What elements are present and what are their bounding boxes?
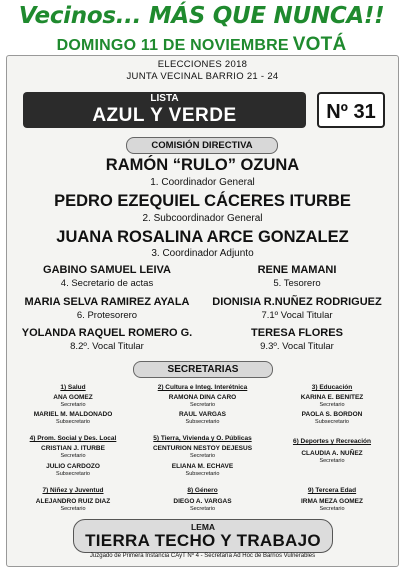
lema-label: LEMA bbox=[190, 522, 216, 532]
secretaria-person: ELIANA M. ECHAVE bbox=[171, 463, 234, 470]
vota-text: VOTÁ bbox=[292, 34, 347, 55]
member-name: MARIA SELVA RAMIREZ AYALA bbox=[24, 296, 190, 308]
slogan: Vecinos... MÁS QUE NUNCA!! bbox=[18, 3, 385, 29]
secretaria-person: CLAUDIA A. NUÑEZ bbox=[301, 450, 363, 457]
election-title: ELECCIONES 2018 bbox=[157, 59, 248, 70]
secretaria-person: KARINA E. BENITEZ bbox=[300, 394, 364, 401]
member-role: 8.2º. Vocal Titular bbox=[70, 341, 144, 352]
date-line bbox=[0, 34, 403, 56]
member-role: 5. Tesorero bbox=[273, 278, 321, 289]
secretaria-role: Secretario bbox=[60, 402, 86, 408]
lema-banner bbox=[73, 519, 333, 553]
secretaria-area: 6) Deportes y Recreación bbox=[292, 438, 372, 445]
secretaria-person: CRISTIAN J. ITURBE bbox=[41, 445, 105, 452]
footer-note: Juzgado de Primera Instancia CAyT Nº 4 - Secretaría Ad Hoc de Barrios Vulnerables bbox=[89, 553, 316, 559]
main-member-role: 1. Coordinador General bbox=[150, 177, 255, 188]
secretaria-role: Secretario bbox=[189, 453, 216, 459]
lema-text: TIERRA TECHO Y TRABAJO bbox=[85, 531, 321, 550]
secretaria-role: Secretario bbox=[319, 458, 345, 464]
secretaria-person: RAMONA DINA CARO bbox=[168, 394, 237, 401]
main-member-name: JUANA ROSALINA ARCE GONZALEZ bbox=[56, 228, 349, 246]
member-role: 7.1º Vocal Titular bbox=[261, 310, 333, 321]
secretaria-role: Secretario bbox=[60, 506, 86, 512]
date-text: DOMINGO 11 DE NOVIEMBRE bbox=[56, 37, 289, 54]
secretaria-area: 5) Tierra, Vivienda y O. Públicas bbox=[153, 435, 252, 442]
secretaria-person: CENTURION NESTOY DEJESUS bbox=[152, 445, 253, 452]
secretaria-role: Subsecretario bbox=[315, 419, 349, 425]
member-role: 6. Protesorero bbox=[76, 310, 138, 321]
member-role: 9.3º. Vocal Titular bbox=[260, 341, 334, 352]
main-member-role: 3. Coordinador Adjunto bbox=[151, 248, 254, 259]
secretaria-role: Subsecretario bbox=[185, 419, 220, 425]
member-name: RENE MAMANI bbox=[257, 264, 337, 276]
main-member-role: 2. Subcoordinador General bbox=[142, 213, 263, 224]
secretaria-role: Secretario bbox=[319, 506, 345, 512]
list-label: LISTA bbox=[150, 93, 179, 104]
ballot-sheet bbox=[6, 55, 399, 567]
secretaria-role: Secretario bbox=[60, 453, 86, 459]
comision-title: COMISIÓN DIRECTIVA bbox=[126, 137, 278, 154]
secretaria-area: 4) Prom. Social y Des. Local bbox=[29, 435, 117, 442]
secretaria-area: 2) Cultura e Integ. Interétnica bbox=[157, 384, 248, 391]
secretaria-person: MARIEL M. MALDONADO bbox=[33, 411, 113, 418]
secretaria-area: 1) Salud bbox=[60, 384, 86, 391]
member-role: 4. Secretario de actas bbox=[60, 278, 154, 289]
secretaria-role: Secretario bbox=[319, 402, 345, 408]
secretaria-area: 3) Educación bbox=[311, 384, 353, 391]
secretaria-role: Subsecretario bbox=[185, 471, 220, 477]
member-name: GABINO SAMUEL LEIVA bbox=[43, 264, 171, 276]
secretaria-person: PAOLA S. BORDON bbox=[301, 411, 363, 418]
member-name: YOLANDA RAQUEL ROMERO G. bbox=[21, 327, 193, 339]
secretaria-person: JULIO CARDOZO bbox=[46, 463, 100, 470]
member-name: DIONISIA R.NUÑEZ RODRIGUEZ bbox=[212, 296, 382, 308]
secretaria-area: 8) Género bbox=[187, 487, 218, 494]
secretaria-person: DIEGO A. VARGAS bbox=[173, 498, 232, 505]
secretaria-area: 7) Niñez y Juventud bbox=[42, 487, 104, 494]
list-banner bbox=[23, 92, 306, 128]
secretaria-role: Subsecretario bbox=[56, 419, 90, 425]
secretaria-person: ANA GOMEZ bbox=[53, 394, 93, 401]
secretaria-role: Secretario bbox=[189, 402, 216, 408]
member-name: TERESA FLORES bbox=[251, 327, 343, 339]
junta-title: JUNTA VECINAL BARRIO 21 - 24 bbox=[126, 71, 279, 82]
secretaria-person: ALEJANDRO RUIZ DIAZ bbox=[35, 498, 111, 505]
secretaria-person: IRMA MEZA GOMEZ bbox=[301, 498, 363, 505]
secretaria-person: RAUL VARGAS bbox=[178, 411, 227, 418]
list-name: AZUL Y VERDE bbox=[92, 105, 237, 126]
secretaria-role: Secretario bbox=[189, 506, 216, 512]
main-member-name: PEDRO EZEQUIEL CÁCERES ITURBE bbox=[54, 192, 351, 210]
main-member-name: RAMÓN “RULO” OZUNA bbox=[105, 156, 300, 174]
secretaria-area: 9) Tercera Edad bbox=[307, 487, 357, 494]
list-number: Nº 31 bbox=[317, 92, 385, 128]
secretaria-role: Subsecretario bbox=[56, 471, 90, 477]
secretarias-title: SECRETARIAS bbox=[133, 361, 273, 378]
